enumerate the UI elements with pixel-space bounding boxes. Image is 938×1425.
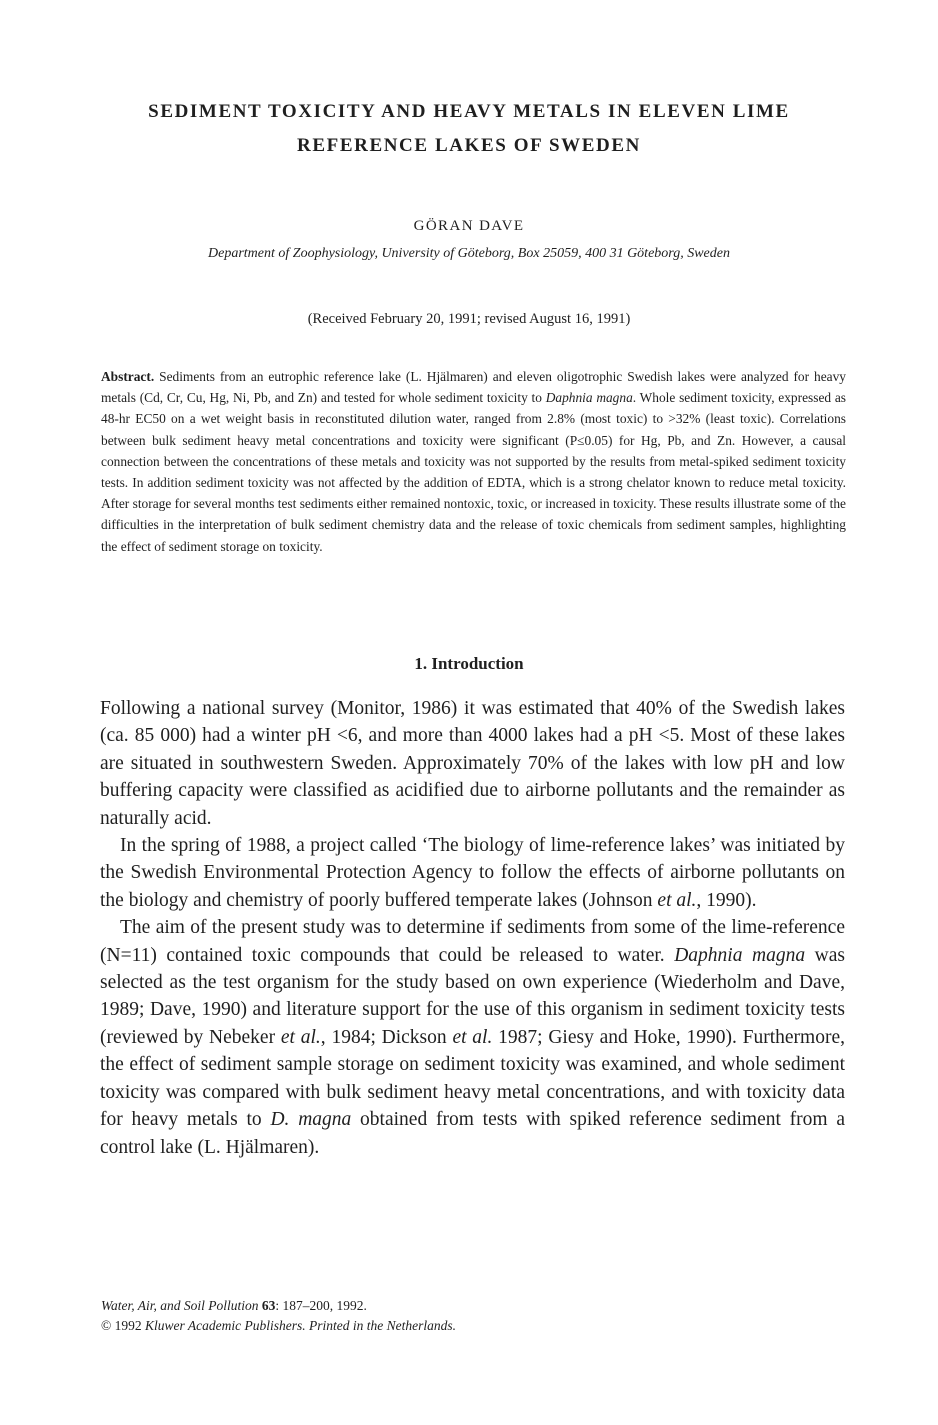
title-line-2: REFERENCE LAKES OF SWEDEN <box>297 135 641 156</box>
paragraph-3-species-2: D. magna <box>270 1109 352 1131</box>
abstract-text-1: Sediments from an eutrophic reference lake (L. Hjälmaren) and eleven oligotrophic Swedish lakes were analyzed for heavy metals (Cd, Cr, Cu, Hg, Ni, Pb, and Zn) and tested for whole sediment toxicity to <box>101 369 846 406</box>
paragraph-2-text-a: In the spring of 1988, a project called ‘The biology of lime-reference lakes’ was initiated by the Swedish Environmental Protection Agency to follow the effects of airborne pollutants on the biology and chemistry of poorly buffered temperate lakes (Johnson <box>100 835 845 911</box>
author-name: GÖRAN DAVE <box>413 218 525 234</box>
title-line-1: SEDIMENT TOXICITY AND HEAVY METALS IN ELEVEN LIME <box>148 101 790 122</box>
paragraph-3-text-e: obtained from tests with spiked reference sediment from a control lake (L. Hjälmaren). <box>100 1109 845 1158</box>
page-footer <box>101 1296 846 1336</box>
paragraph-2-etal: et al. <box>657 889 697 911</box>
paragraph-3-text-a: The aim of the present study was to determine if sediments from some of the lime-reference (N=11) contained toxic compounds that could be released to water. <box>100 917 845 966</box>
paragraph-3 <box>100 914 845 1161</box>
paragraph-2 <box>100 832 845 914</box>
paper-title <box>60 95 878 163</box>
journal-volume: 63 <box>261 1298 276 1313</box>
introduction-body <box>100 695 845 1161</box>
paragraph-3-etal-2: et al. <box>452 1026 493 1048</box>
paragraph-1: Following a national survey (Monitor, 1986) it was estimated that 40% of the Swedish lakes (ca. 85 000) had a winter pH <6, and more than 4000 lakes had a pH <5. Most of these lakes are situated in southwestern Sweden. Approximately 70% of the lakes with low pH and low buffering capacity were classified as acidified due to airborne pollutants and the remainder as naturally acid. <box>100 698 845 829</box>
abstract-text-2: . Whole sediment toxicity, expressed as 48-hr EC50 on a wet weight basis in reconstituted dilution water, ranged from 2.8% (most toxic) to >32% (least toxic). Correlations between bulk sediment heavy metal concentrations and toxicity were significant (P≤0.05) for Hg, Pb, and Zn. However, a causal connection between the concentrations of these metals and toxicity was not supported by the results from metal-spiked sediment toxicity tests. In addition sediment toxicity was not affected by the addition of EDTA, which is a strong chelator known to reduce metal toxicity. After storage for several months test sediments either remained nontoxic, toxic, or increased in toxicity. These results illustrate some of the difficulties in the interpretation of bulk sediment chemistry data and the release of toxic chemicals from sediment samples, highlighting the effect of sediment storage on toxicity. <box>101 390 846 554</box>
paragraph-3-etal-1: et al. <box>280 1026 321 1048</box>
received-dates: (Received February 20, 1991; revised August 16, 1991) <box>307 311 631 327</box>
abstract-species: Daphnia magna <box>545 390 633 406</box>
abstract <box>101 366 846 557</box>
paragraph-2-text-b: , 1990). <box>696 889 757 911</box>
journal-pages: : 187–200, 1992. <box>275 1298 367 1313</box>
journal-citation <box>101 1296 846 1316</box>
abstract-label: Abstract. <box>101 369 155 384</box>
paragraph-3-species: Daphnia magna <box>674 944 806 966</box>
copyright-line <box>101 1316 846 1336</box>
section-heading-introduction: 1. Introduction <box>414 654 524 673</box>
paragraph-3-text-d: 1987; Giesy and Hoke, 1990). Furthermore, the effect of sediment sample storage on sediment toxicity was examined, and whole sediment toxicity was compared with bulk sediment heavy metal concentrations, and with toxicity data for heavy metals to <box>100 1026 845 1131</box>
paragraph-3-text-c: , 1984; Dickson <box>320 1026 453 1048</box>
publisher-name: Kluwer Academic Publishers. Printed in the Netherlands. <box>145 1318 456 1333</box>
author-affiliation: Department of Zoophysiology, University of Göteborg, Box 25059, 400 31 Göteborg, Sweden <box>208 246 730 261</box>
journal-name: Water, Air, and Soil Pollution <box>101 1298 259 1313</box>
copyright-year: © 1992 <box>101 1318 146 1333</box>
paragraph-3-text-b: was selected as the test organism for the study based on own experience (Wiederholm and Dave, 1989; Dave, 1990) and literature support for the use of this organism in sediment toxicity tests (reviewed by Nebeker <box>100 944 845 1048</box>
